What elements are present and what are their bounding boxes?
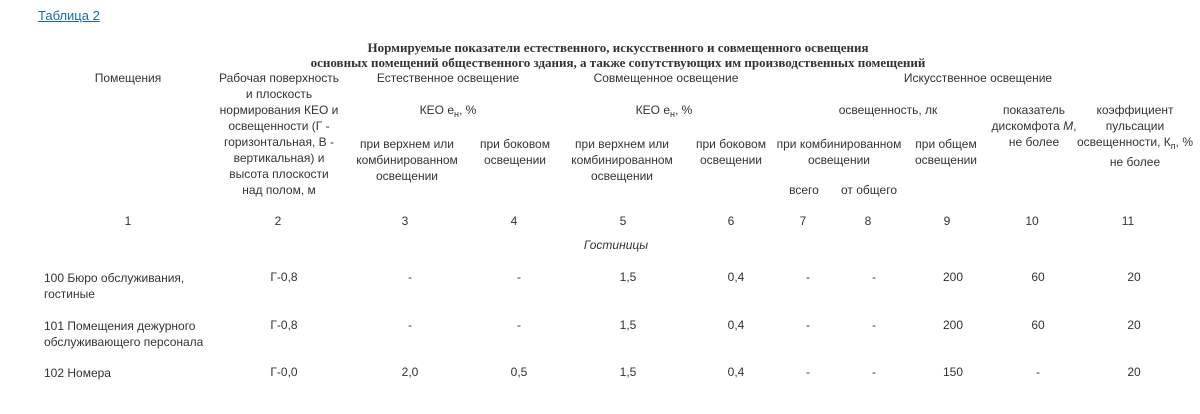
header-rooms: Помещения — [94, 71, 162, 85]
row-3-c2: Г-0,0 — [270, 365, 298, 379]
row-2-c3: - — [408, 318, 412, 332]
row-1-c2: Г-0,8 — [270, 270, 298, 284]
table-title-line-1: Нормируемые показатели естественного, искусственного и совмещенного освещения — [367, 40, 869, 55]
row-3-c4: 0,5 — [510, 365, 528, 379]
row-2-c2: Г-0,8 — [270, 318, 298, 332]
header-natural-lighting: Естественное освещение — [376, 71, 520, 85]
header-natural-top: при верхнем или комбинированном освещении — [356, 137, 458, 183]
header-artificial-lighting: Искусственное освещение — [903, 71, 1053, 85]
row-3-c11: 20 — [1127, 365, 1141, 379]
header-combined-side: при боковом освещении — [696, 137, 766, 167]
row-3-c3: 2,0 — [401, 365, 419, 379]
col-number-5: 5 — [619, 214, 627, 228]
table-title — [218, 40, 1018, 70]
row-2-c7: - — [806, 318, 810, 332]
row-2-c9: 200 — [942, 318, 964, 332]
header-total: всего — [789, 183, 819, 197]
table-2-link[interactable]: Таблица 2 — [38, 8, 100, 23]
header-combined-lighting-art: при комбинированном освещении — [776, 137, 902, 167]
col-number-3: 3 — [401, 214, 409, 228]
row-3-c7: - — [806, 365, 810, 379]
header-natural-side: при боковом освещении — [480, 137, 550, 167]
row-2-c6: 0,4 — [727, 318, 745, 332]
col-number-9: 9 — [943, 214, 951, 228]
header-keo-combined: КЕО $е_н$, % — [635, 103, 693, 119]
row-1-c10: 60 — [1031, 270, 1045, 284]
col-number-8: 8 — [864, 214, 872, 228]
row-2-c11: 20 — [1127, 318, 1141, 332]
header-illuminance: освещенность, лк — [838, 103, 938, 117]
row-1-c3: - — [408, 270, 412, 284]
header-discomfort: показатель дискомфота М, не более — [991, 103, 1077, 149]
row-1-c8: - — [872, 270, 876, 284]
row-1-c11: 20 — [1127, 270, 1141, 284]
header-work-surface: Рабочая поверхность и плоскость нормирования КЕО и освещенности (Г - горизонтальная, В - вертикальная) и высота плоскости над полом, м — [219, 71, 339, 197]
row-2-c10: 60 — [1031, 318, 1045, 332]
row-2-c4: - — [517, 318, 521, 332]
row-1-c4: - — [517, 270, 521, 284]
row-3-c5: 1,5 — [619, 365, 637, 379]
header-from-general: от общего — [841, 183, 897, 197]
header-keo-natural: КЕО $е_н$, % — [419, 103, 477, 119]
row-3-c8: - — [872, 365, 876, 379]
col-number-6: 6 — [727, 214, 735, 228]
row-3-name: 102 Номера — [44, 366, 111, 380]
col-number-4: 4 — [510, 214, 518, 228]
header-combined-top: при верхнем или комбинированном освещении — [571, 137, 673, 183]
table-title-line-2: основных помещений общественного здания, а также сопутствующих им производственных помещений — [310, 55, 926, 70]
row-1-c9: 200 — [942, 270, 964, 284]
col-number-1: 1 — [124, 214, 132, 228]
section-hotels: Гостиницы — [583, 238, 649, 252]
row-1-c6: 0,4 — [727, 270, 745, 284]
row-2-c5: 1,5 — [619, 318, 637, 332]
col-number-11: 11 — [1121, 214, 1135, 228]
row-2-name: 101 Помещения дежурного обслуживающего персонала — [44, 319, 204, 349]
row-3-c6: 0,4 — [727, 365, 745, 379]
header-general-lighting: при общем освещении — [914, 137, 978, 167]
header-combined-lighting: Совмещенное освещение — [593, 71, 739, 85]
row-3-c10: - — [1036, 365, 1040, 379]
header-ripple: коэффициент пульсации освещенности, $К_п$, % не более — [1076, 103, 1193, 169]
col-number-7: 7 — [799, 214, 807, 228]
row-1-c5: 1,5 — [619, 270, 637, 284]
row-2-c8: - — [872, 318, 876, 332]
col-number-10: 10 — [1025, 214, 1039, 228]
row-1-c7: - — [806, 270, 810, 284]
row-1-name: 100 Бюро обслуживания, гостиные — [44, 271, 185, 301]
col-number-2: 2 — [274, 214, 282, 228]
row-3-c9: 150 — [942, 365, 964, 379]
